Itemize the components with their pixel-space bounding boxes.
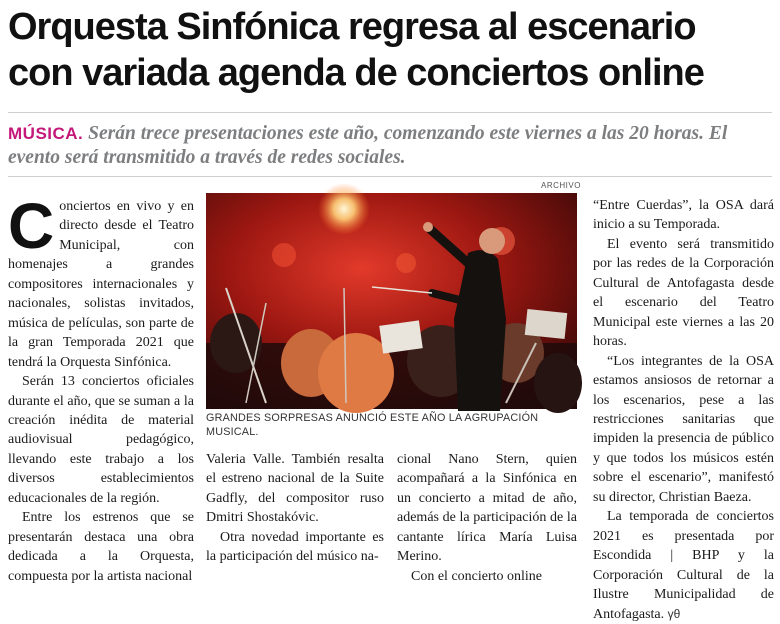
headline-line-2: con variada agenda de conciertos online <box>8 52 704 94</box>
paragraph: Serán 13 conciertos oficiales durante el año, que se suman a la creación inédita de material audiovisual pedagógico, llevando este trabajo a los diversos establecimientos educacionales de la región. <box>8 374 194 506</box>
column-1 <box>8 190 194 586</box>
column-4 <box>593 196 774 624</box>
paragraph-text: onciertos en vivo y en directo desde el Teatro Municipal, con homenajes a grandes compositores internacionales y nacionales, solistas invitados, música de películas, son parte de la gran Temporada 2021 que tendrá la Orquesta Sinfónica. <box>8 199 194 370</box>
orchestra-photo-illustration <box>206 193 577 409</box>
paragraph: Entre los estrenos que se presentarán destaca una obra dedicada a la Orquesta, compuesta por la artista nacional <box>8 510 194 584</box>
paragraph: Otra novedad importante es la participación del músico na- <box>206 529 384 565</box>
paragraph-text: La temporada de conciertos 2021 es presentada por Escondida | BHP y la Corporación Cultural de la Ilustre Municipalidad de Antofagasta. <box>593 509 774 622</box>
drop-cap: C <box>8 190 55 262</box>
photo-caption: GRANDES SORPRESAS ANUNCIÓ ESTE AÑO LA AGRUPACIÓN MUSICAL. <box>206 412 539 438</box>
headline <box>8 4 774 96</box>
paragraph: “Los integrantes de la OSA estamos ansiosos de retornar a los escenarios, pese a las restricciones sanitarias que impiden la presencia de público y que todos los músicos estén sobre el escenario”, manifestó su director, Christian Baeza. <box>593 353 774 505</box>
paragraph: cional Nano Stern, quien acompañará a la Sinfónica en un concierto a mitad de año, además de la participación de la cantante lírica María Luisa Merino. <box>397 452 577 565</box>
headline-line-1: Orquesta Sinfónica regresa al escenario <box>8 6 696 48</box>
section-kicker: MÚSICA. <box>8 124 84 143</box>
deck <box>8 122 772 170</box>
paragraph: Con el concierto online <box>411 568 543 584</box>
paragraph <box>8 190 194 372</box>
paragraph: Valeria Valle. También resalta el estreno nacional de la Suite Gadfly, del compositor ruso Dmitri Shostakóvic. <box>206 452 384 526</box>
photo-credit: ARCHIVO <box>541 181 581 190</box>
end-mark: γθ <box>667 606 681 621</box>
paragraph <box>593 507 774 624</box>
paragraph: “Entre Cuerdas”, la OSA dará inicio a su Temporada. <box>593 198 774 233</box>
orchestra-photo <box>206 193 577 409</box>
paragraph: El evento será transmitido por las redes de la Corporación Cultural de Antofagasta desde el escenario del Teatro Municipal este viernes a las 20 horas. <box>593 236 774 350</box>
column-3 <box>397 450 577 586</box>
deck-text: Serán trece presentaciones este año, comenzando este viernes a las 20 horas. El evento será transmitido a través de redes sociales. <box>8 123 728 168</box>
deck-divider <box>8 176 772 177</box>
column-2 <box>206 450 384 567</box>
top-divider <box>8 112 772 113</box>
